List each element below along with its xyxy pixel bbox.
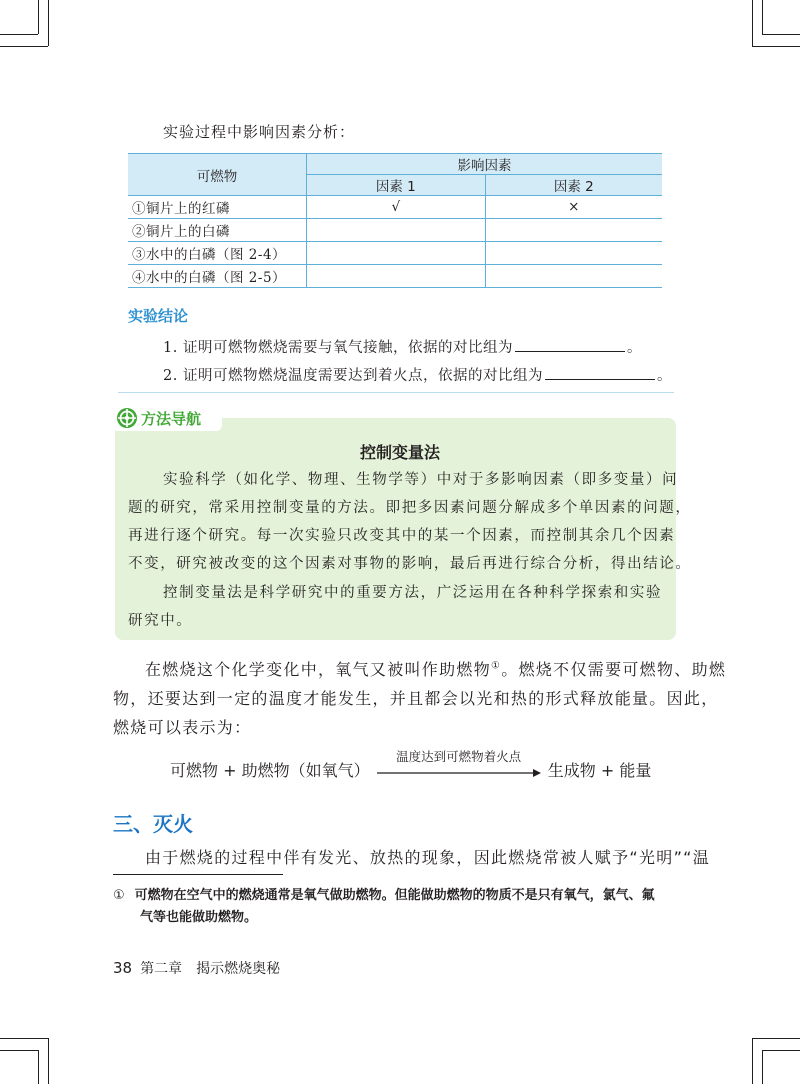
header-factor-1: 因素 1 [307, 175, 486, 196]
method-line: 题的研究，常采用控制变量的方法。即把多因素问题分解成多个单因素的问题， [128, 500, 692, 516]
table-row [128, 196, 662, 219]
method-label: 方法导航 [141, 410, 202, 428]
table-cell [307, 265, 486, 288]
table-cell [307, 219, 486, 242]
crop-mark [38, 1050, 39, 1084]
footnote-line-2: 气等也能做助燃物。 [140, 910, 258, 925]
table-cell [485, 242, 662, 265]
page-footer [113, 958, 280, 978]
method-line: 研究中。 [128, 613, 193, 629]
crop-mark [0, 1038, 48, 1039]
crop-mark [48, 0, 49, 46]
arrow-condition: 温度达到可燃物着火点 [396, 748, 522, 764]
method-line: 不变，研究被改变的这个因素对事物的影响，最后再进行综合分析，得出结论。 [128, 556, 692, 572]
table-row [128, 265, 662, 288]
divider [118, 392, 674, 393]
cross-mark: × [485, 196, 662, 219]
body-line: 燃烧可以表示为： [113, 718, 252, 737]
crop-mark [752, 46, 800, 47]
equation-right: 生成物 + 能量 [547, 761, 652, 780]
body-line: 由于燃烧的过程中伴有发光、放热的现象，因此燃烧常被人赋予“光明”“温 [145, 848, 711, 867]
method-line: 再进行逐个研究。每一次实验只改变其中的某一个因素，而控制其余几个因素 [128, 528, 676, 544]
chapter-title: 第二章 揭示燃烧奥秘 [140, 961, 281, 977]
row-name: ④水中的白磷（图 2-5） [128, 265, 307, 288]
table-cell [485, 265, 662, 288]
period: 。 [626, 340, 642, 356]
table-cell [307, 242, 486, 265]
section-title: 三、灭火 [113, 812, 193, 836]
footnote-divider [113, 874, 283, 875]
crop-mark [48, 1038, 49, 1084]
method-line: 实验科学（如化学、物理、生物学等）中对于多影响因素（即多变量）问 [163, 472, 679, 488]
crop-mark [752, 1038, 753, 1084]
check-mark: √ [307, 196, 486, 219]
header-factor-2: 因素 2 [485, 175, 662, 196]
footnote-text: 可燃物在空气中的燃烧通常是氧气做助燃物。但能做助燃物的物质不是只有氧气，氯气、氟 [134, 888, 655, 903]
conclusion-title: 实验结论 [128, 307, 189, 325]
answer-blank[interactable] [545, 366, 655, 380]
crop-mark [38, 0, 39, 34]
crop-mark [0, 1050, 38, 1051]
conclusion-item-1 [163, 336, 642, 357]
reaction-arrow [375, 748, 543, 780]
conclusion-text: 1. 证明可燃物燃烧需要与氧气接触，依据的对比组为 [163, 340, 513, 356]
header-factors: 影响因素 [307, 154, 663, 175]
crop-mark [762, 34, 800, 35]
table-row [128, 219, 662, 242]
method-line: 控制变量法是科学研究中的重要方法，广泛运用在各种科学探索和实验 [163, 585, 663, 601]
arrow-icon [375, 767, 543, 779]
answer-blank[interactable] [515, 338, 625, 352]
row-name: ①铜片上的红磷 [128, 196, 307, 219]
body-line: 物，还要达到一定的温度才能发生，并且都会以光和热的形式释放能量。因此， [113, 689, 719, 708]
crop-mark [762, 0, 763, 34]
table-row [128, 242, 662, 265]
crop-mark [752, 0, 753, 46]
body-line [145, 657, 726, 680]
header-substance: 可燃物 [128, 154, 307, 196]
method-heading: 控制变量法 [359, 443, 440, 462]
combustion-equation [170, 748, 652, 781]
crop-mark [762, 1050, 800, 1051]
conclusion-item-2 [163, 364, 672, 385]
period: 。 [656, 368, 672, 384]
crop-mark [0, 46, 48, 47]
body-text: 在燃烧这个化学变化中，氧气又被叫作助燃物 [145, 660, 492, 679]
row-name: ②铜片上的白磷 [128, 219, 307, 242]
crop-mark [752, 1038, 800, 1039]
page-number: 38 [113, 959, 133, 977]
factor-table [128, 153, 662, 288]
table-cell [485, 219, 662, 242]
crop-mark [762, 1050, 763, 1084]
conclusion-text: 2. 证明可燃物燃烧温度需要达到着火点，依据的对比组为 [163, 368, 543, 384]
footnote-mark: ① [113, 888, 125, 903]
footnote [113, 884, 655, 903]
footnote-ref: ① [491, 660, 502, 672]
crop-mark [0, 34, 38, 35]
body-text: 。燃烧不仅需要可燃物、助燃 [501, 660, 727, 679]
equation-left: 可燃物 + 助燃物（如氧气） [170, 761, 370, 780]
row-name: ③水中的白磷（图 2-4） [128, 242, 307, 265]
compass-icon [116, 407, 138, 429]
table-intro: 实验过程中影响因素分析： [163, 123, 356, 141]
